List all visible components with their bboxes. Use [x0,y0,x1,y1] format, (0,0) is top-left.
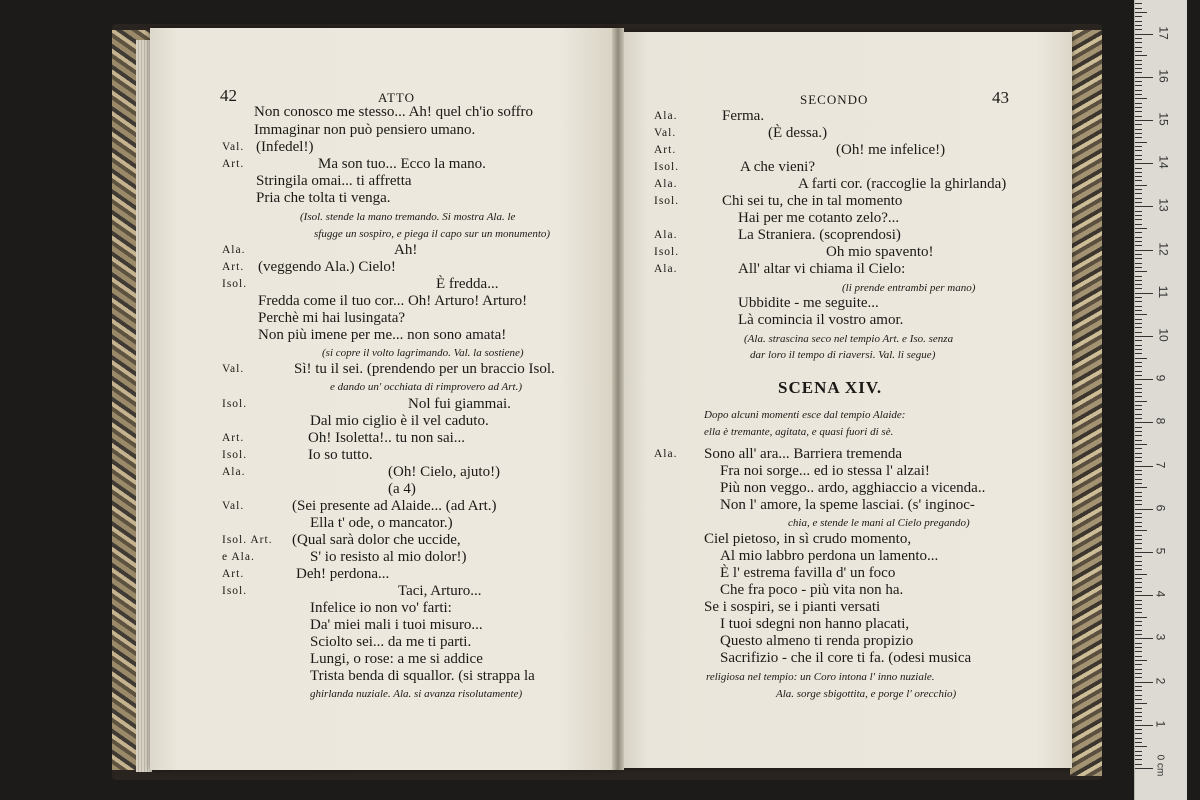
stage-direction: religiosa nel tempio: un Coro intona l' inno nuziale. [706,671,935,683]
ruler-tick [1135,651,1142,652]
ruler-tick [1135,284,1142,285]
ruler-tick [1135,111,1142,112]
ruler-tick [1135,716,1142,717]
ruler-tick [1135,133,1142,134]
ruler-tick [1135,353,1142,354]
ruler-tick [1135,392,1142,393]
ruler-tick [1135,314,1147,315]
speaker-label: Art. [222,432,245,444]
ruler-tick [1135,625,1142,626]
ruler-tick [1135,530,1147,531]
ruler-tick [1135,695,1142,696]
ruler-tick [1135,345,1142,346]
ruler-tick [1135,29,1142,30]
verse-line: (Sei presente ad Alaide... (ad Art.) [292,498,497,514]
ruler-tick [1135,12,1147,13]
ruler-tick [1135,34,1153,35]
ruler-tick [1135,703,1147,704]
ruler-tick [1135,682,1153,683]
verse-line: Taci, Arturo... [398,583,482,599]
ruler-number: 3 [1153,634,1168,641]
ruler-tick [1135,517,1142,518]
ruler-tick [1135,656,1142,657]
ruler-tick [1135,612,1142,613]
marbled-edge-right [1070,30,1102,776]
ruler-tick [1135,72,1142,73]
ruler-tick [1135,574,1147,575]
ruler-tick [1135,742,1142,743]
ruler-tick [1135,487,1147,488]
right-page [620,32,1072,768]
ruler-tick [1135,306,1142,307]
ruler-tick [1135,535,1142,536]
ruler-tick [1135,3,1142,4]
ruler-tick [1135,630,1142,631]
ruler-tick [1135,600,1142,601]
verse-line: La Straniera. (scoprendosi) [738,227,901,243]
ruler-number: 1 [1153,720,1168,728]
verse-line: Oh mio spavento! [826,244,934,260]
ruler-tick [1135,366,1142,367]
verse-line: Chi sei tu, che in tal momento [722,193,903,209]
ruler-tick [1135,193,1142,194]
ruler-tick [1135,276,1142,277]
ruler-tick [1135,634,1142,635]
ruler-tick [1135,198,1142,199]
ruler-tick [1135,582,1142,583]
stage-direction: ghirlanda nuziale. Ala. si avanza risolutamente) [310,688,523,700]
ruler-tick [1135,608,1142,609]
verse-line: (Qual sarà dolor che uccide, [292,532,461,548]
ruler-tick [1135,643,1142,644]
ruler-tick [1135,604,1142,605]
ruler-tick [1135,427,1142,428]
stage-direction: sfugge un sospiro, e piega il capo sur un monumento) [314,228,551,240]
stage-direction: e dando un' occhiata di rimprovero ad Art.) [330,381,522,393]
ruler-tick [1135,496,1142,497]
ruler-tick [1135,440,1142,441]
verse-line: Fredda come il tuo cor... Oh! Arturo! Arturo! [258,293,528,309]
ruler-tick [1135,725,1153,726]
page-number: 43 [992,88,1009,107]
book-gutter [612,28,624,770]
verse-line: A che vieni? [740,159,815,175]
verse-line: Sì! tu il sei. (prendendo per un braccio Isol. [294,361,555,377]
ruler-tick [1135,263,1142,264]
ruler-number: 15 [1156,112,1171,126]
ruler-tick [1135,504,1142,505]
ruler-tick [1135,708,1142,709]
ruler-tick [1135,669,1142,670]
ruler-tick [1135,180,1142,181]
verse-line: Sono all' ara... Barriera tremenda [704,446,903,462]
ruler-tick [1135,224,1142,225]
ruler-tick [1135,38,1142,39]
ruler-tick [1135,548,1142,549]
verse-line: Questo almeno ti renda propizio [720,633,914,649]
verse-line: Nol fui giammai. [408,396,511,412]
speaker-label: Ala. [654,263,678,275]
ruler-tick [1135,647,1142,648]
verse-line: Io so tutto. [308,447,373,463]
verse-line: Sciolto sei... da me ti parti. [310,634,472,650]
ruler-tick [1135,617,1147,618]
ruler-tick [1135,492,1142,493]
ruler-tick [1135,237,1142,238]
ruler-tick [1135,751,1142,752]
verse-line: (Oh! me infelice!) [836,142,946,158]
ruler-tick [1135,543,1142,544]
ruler-tick [1135,301,1142,302]
ruler-tick [1135,409,1142,410]
speaker-label: Art. [222,568,245,580]
ruler-tick [1135,349,1142,350]
speaker-label: Ala. [654,178,678,190]
speaker-label: Val. [654,127,677,139]
verse-line: (Oh! Cielo, ajuto!) [388,464,501,480]
ruler-number: 16 [1156,69,1171,83]
verse-line: Che fra poco - più vita non ha. [720,582,904,598]
verse-line: Non più imene per me... non sono amata! [258,327,507,343]
verse-line: Non conosco me stesso... Ah! quel ch'io soffro [254,104,534,120]
verse-line: Più non veggo.. ardo, agghiaccio a vicenda.. [720,480,986,496]
ruler-tick [1135,509,1153,510]
ruler-tick [1135,401,1147,402]
ruler-tick [1135,371,1142,372]
speaker-label: Isol. [222,449,248,461]
ruler-tick [1135,664,1142,665]
ruler-tick [1135,677,1142,678]
stage-direction: Dopo alcuni momenti esce dal tempio Alaide: [704,409,906,421]
ruler-number: 8 [1153,418,1168,425]
ruler-tick [1135,418,1142,419]
ruler-tick [1135,673,1142,674]
ruler-tick [1135,738,1142,739]
verse-line: Ubbidite - me seguite... [738,295,879,311]
verse-line: Trista benda di squallor. (si strappa la [310,668,535,684]
speaker-label: Art. [222,158,245,170]
speaker-label: Val. [222,363,245,375]
speaker-label: Val. [222,500,245,512]
ruler-tick [1135,522,1142,523]
ruler-tick [1135,379,1153,380]
speaker-label: Isol. [222,585,248,597]
ruler-tick [1135,60,1142,61]
ruler-tick [1135,569,1142,570]
speaker-label: Ala. [654,448,678,460]
ruler-tick [1135,25,1142,26]
verse-line: Pria che tolta ti venga. [256,190,391,206]
ruler-tick [1135,137,1142,138]
scene-title: SCENA XIV. [778,378,883,397]
ruler-number: 12 [1156,241,1171,256]
ruler-number: 14 [1156,155,1171,169]
ruler-tick [1135,189,1142,190]
ruler-tick [1135,271,1147,272]
ruler-tick [1135,483,1142,484]
verse-line: Ferma. [722,108,765,124]
ruler-tick [1135,94,1142,95]
ruler-tick [1135,690,1142,691]
ruler-tick [1135,474,1142,475]
ruler-tick [1135,297,1142,298]
ruler-tick [1135,8,1142,9]
ruler-tick [1135,21,1142,22]
ruler-tick [1135,293,1153,294]
ruler-tick [1135,310,1142,311]
ruler-tick [1135,340,1142,341]
verse-line: A farti cor. (raccoglie la ghirlanda) [798,176,1007,192]
ruler-tick [1135,565,1142,566]
verse-line: Ah! [394,242,418,258]
stage-direction: dar loro il tempo di riaversi. Val. li segue) [750,349,936,361]
ruler-tick [1135,591,1142,592]
ruler-tick [1135,159,1142,160]
stage-direction: ella è tremante, agitata, e quasi fuori di sè. [704,426,894,438]
ruler-tick [1135,267,1142,268]
ruler-tick [1135,77,1153,78]
ruler-tick [1135,120,1153,121]
ruler-tick [1135,556,1142,557]
ruler-tick [1135,168,1142,169]
speaker-label: Art. [222,261,245,273]
speaker-label: Isol. [222,278,248,290]
ruler-tick [1135,431,1142,432]
verse-line: (Infedel!) [256,139,314,155]
verse-line: All' altar vi chiama il Cielo: [738,261,906,277]
stage-direction: (Isol. stende la mano tremando. Si mostra Ala. le [300,211,516,223]
ruler-tick [1135,759,1142,760]
ruler-tick [1135,362,1142,363]
speaker-label: Ala. [654,110,678,122]
ruler-tick [1135,336,1153,337]
speaker-label: Val. [222,141,245,153]
stage-direction: Ala. sorge sbigottita, e porge l' orecchio) [776,688,957,700]
ruler-tick [1135,712,1142,713]
ruler-tick [1135,16,1142,17]
ruler-tick [1135,280,1142,281]
ruler-tick [1135,51,1142,52]
page-number: 42 [220,86,237,105]
ruler-tick [1135,461,1142,462]
ruler-number: 11 [1156,285,1171,299]
ruler-tick [1135,660,1147,661]
ruler-tick [1135,254,1142,255]
verse-line: Là comincia il vostro amor. [738,312,904,328]
ruler-tick [1135,470,1142,471]
ruler-tick [1135,595,1153,596]
ruler-tick [1135,68,1142,69]
ruler-number: 6 [1153,504,1168,512]
ruler-tick [1135,388,1142,389]
ruler-tick [1135,146,1142,147]
verse-line: (È dessa.) [768,125,828,141]
ruler-tick [1135,64,1142,65]
stage-direction: (si copre il volto lagrimando. Val. la sostiene) [322,347,524,359]
ruler-tick [1135,124,1142,125]
ruler-tick [1135,103,1142,104]
verse-line: Fra noi sorge... ed io stessa l' alzai! [720,463,930,479]
verse-line: È fredda... [436,276,499,292]
ruler-number: 4 [1153,590,1168,598]
ruler-tick [1135,396,1142,397]
ruler-tick [1135,250,1153,251]
ruler-number: 7 [1153,461,1168,468]
ruler-tick [1135,448,1142,449]
ruler-tick [1135,211,1142,212]
verse-line: Ciel pietoso, in sì crudo momento, [704,531,912,547]
ruler-tick [1135,384,1142,385]
verse-line: Ma son tuo... Ecco la mano. [318,156,486,172]
ruler-tick [1135,638,1153,639]
speaker-label: Ala. [222,466,246,478]
ruler-tick [1135,142,1147,143]
ruler-tick [1135,444,1147,445]
verse-line: Stringila omai... ti affretta [256,173,412,189]
ruler-tick [1135,466,1153,467]
ruler-tick [1135,414,1142,415]
ruler-tick [1135,150,1142,151]
ruler-tick [1135,755,1142,756]
ruler-tick [1135,85,1142,86]
ruler-tick [1135,578,1142,579]
ruler-tick [1135,90,1142,91]
speaker-label: Isol. [654,246,680,258]
ruler-tick [1135,720,1142,721]
stage-direction: chia, e stende le mani al Cielo pregando) [788,517,970,529]
running-head: ATTO [378,90,415,105]
ruler-tick [1135,746,1147,747]
ruler-tick [1135,332,1142,333]
verse-line: Perchè mi hai lusingata? [258,310,406,326]
ruler-tick [1135,733,1142,734]
ruler-tick [1135,561,1142,562]
ruler-tick [1135,358,1147,359]
ruler-tick [1135,202,1142,203]
stage-direction: (li prende entrambi per mano) [842,282,976,294]
ruler-tick [1135,232,1142,233]
ruler-tick [1135,163,1153,164]
ruler-tick [1135,258,1142,259]
ruler-tick [1135,552,1153,553]
ruler-unit-label: 0 cm [1154,754,1166,777]
ruler-tick [1135,479,1142,480]
verse-line: Deh! perdona... [296,566,390,582]
ruler-tick [1135,241,1142,242]
verse-line: Non l' amore, la speme lasciai. (s' inginoc- [720,497,975,513]
ruler-tick [1135,172,1142,173]
verse-line: S' io resisto al mio dolor!) [310,549,467,565]
ruler-tick [1135,98,1147,99]
ruler-tick [1135,206,1153,207]
ruler-tick [1135,228,1147,229]
ruler-tick [1135,185,1147,186]
verse-line: È l' estrema favilla d' un foco [720,565,896,581]
ruler-tick [1135,42,1142,43]
ruler-tick [1135,539,1142,540]
ruler-tick [1135,215,1142,216]
left-page [150,28,616,770]
ruler-number: 2 [1153,677,1168,684]
speaker-label: Ala. [222,244,246,256]
ruler-tick [1135,422,1153,423]
stage-direction: (Ala. strascina seco nel tempio Art. e Iso. senza [744,333,954,345]
speaker-label: Isol. [654,161,680,173]
ruler-tick [1135,686,1142,687]
ruler-tick [1135,81,1142,82]
verse-line: Infelice io non vo' farti: [310,600,452,616]
ruler-tick [1135,129,1142,130]
ruler-tick [1135,764,1142,765]
speaker-label: Isol. [222,398,248,410]
ruler-tick [1135,457,1142,458]
ruler-tick [1135,435,1142,436]
ruler-tick [1135,155,1142,156]
verse-line: Se i sospiri, se i pianti versati [704,599,881,615]
verse-line: Oh! Isoletta!.. tu non sai... [308,430,466,446]
ruler-tick [1135,621,1142,622]
measuring-ruler [1134,0,1187,800]
ruler-number: 5 [1153,547,1168,555]
ruler-tick [1135,219,1142,220]
speaker-label: Isol. Art. [222,534,273,546]
ruler-tick [1135,375,1142,376]
ruler-tick [1135,405,1142,406]
verse-line: Immaginar non può pensiero umano. [254,122,476,138]
ruler-tick [1135,587,1142,588]
verse-line: Ella t' ode, o mancator.) [310,515,453,531]
verse-line: (a 4) [388,481,416,497]
ruler-tick [1135,513,1142,514]
ruler-number: 13 [1156,198,1171,213]
ruler-tick [1135,500,1142,501]
running-head: SECONDO [800,92,869,107]
ruler-tick [1135,55,1147,56]
verse-line: Hai per me cotanto zelo?... [738,210,900,226]
ruler-tick [1135,107,1142,108]
ruler-tick [1135,319,1142,320]
ruler-tick [1135,116,1142,117]
ruler-tick [1135,288,1142,289]
verse-line: I tuoi sdegni non hanno placati, [720,616,910,632]
ruler-tick [1135,47,1142,48]
ruler-tick [1135,453,1142,454]
verse-line: Al mio labbro perdona un lamento... [720,548,939,564]
verse-line: Dal mio ciglio è il vel caduto. [310,413,489,429]
ruler-number: 9 [1153,374,1168,382]
ruler-tick [1135,768,1153,769]
verse-line: Lungi, o rose: a me si addice [310,651,483,667]
ruler-tick [1135,323,1142,324]
ruler-tick [1135,699,1142,700]
verse-line: (veggendo Ala.) Cielo! [258,259,396,275]
verse-line: Sacrifizio - che il core ti fa. (odesi musica [720,650,972,666]
ruler-tick [1135,729,1142,730]
ruler-number: 10 [1156,328,1171,342]
ruler-tick [1135,526,1142,527]
ruler-tick [1135,327,1142,328]
ruler-tick [1135,176,1142,177]
verse-line: Da' miei mali i tuoi misuro... [310,617,483,633]
speaker-label: Isol. [654,195,680,207]
speaker-label: Art. [654,144,677,156]
ruler-number: 17 [1156,25,1171,40]
ruler-tick [1135,245,1142,246]
speaker-label: Ala. [654,229,678,241]
speaker-label: e Ala. [222,551,255,563]
